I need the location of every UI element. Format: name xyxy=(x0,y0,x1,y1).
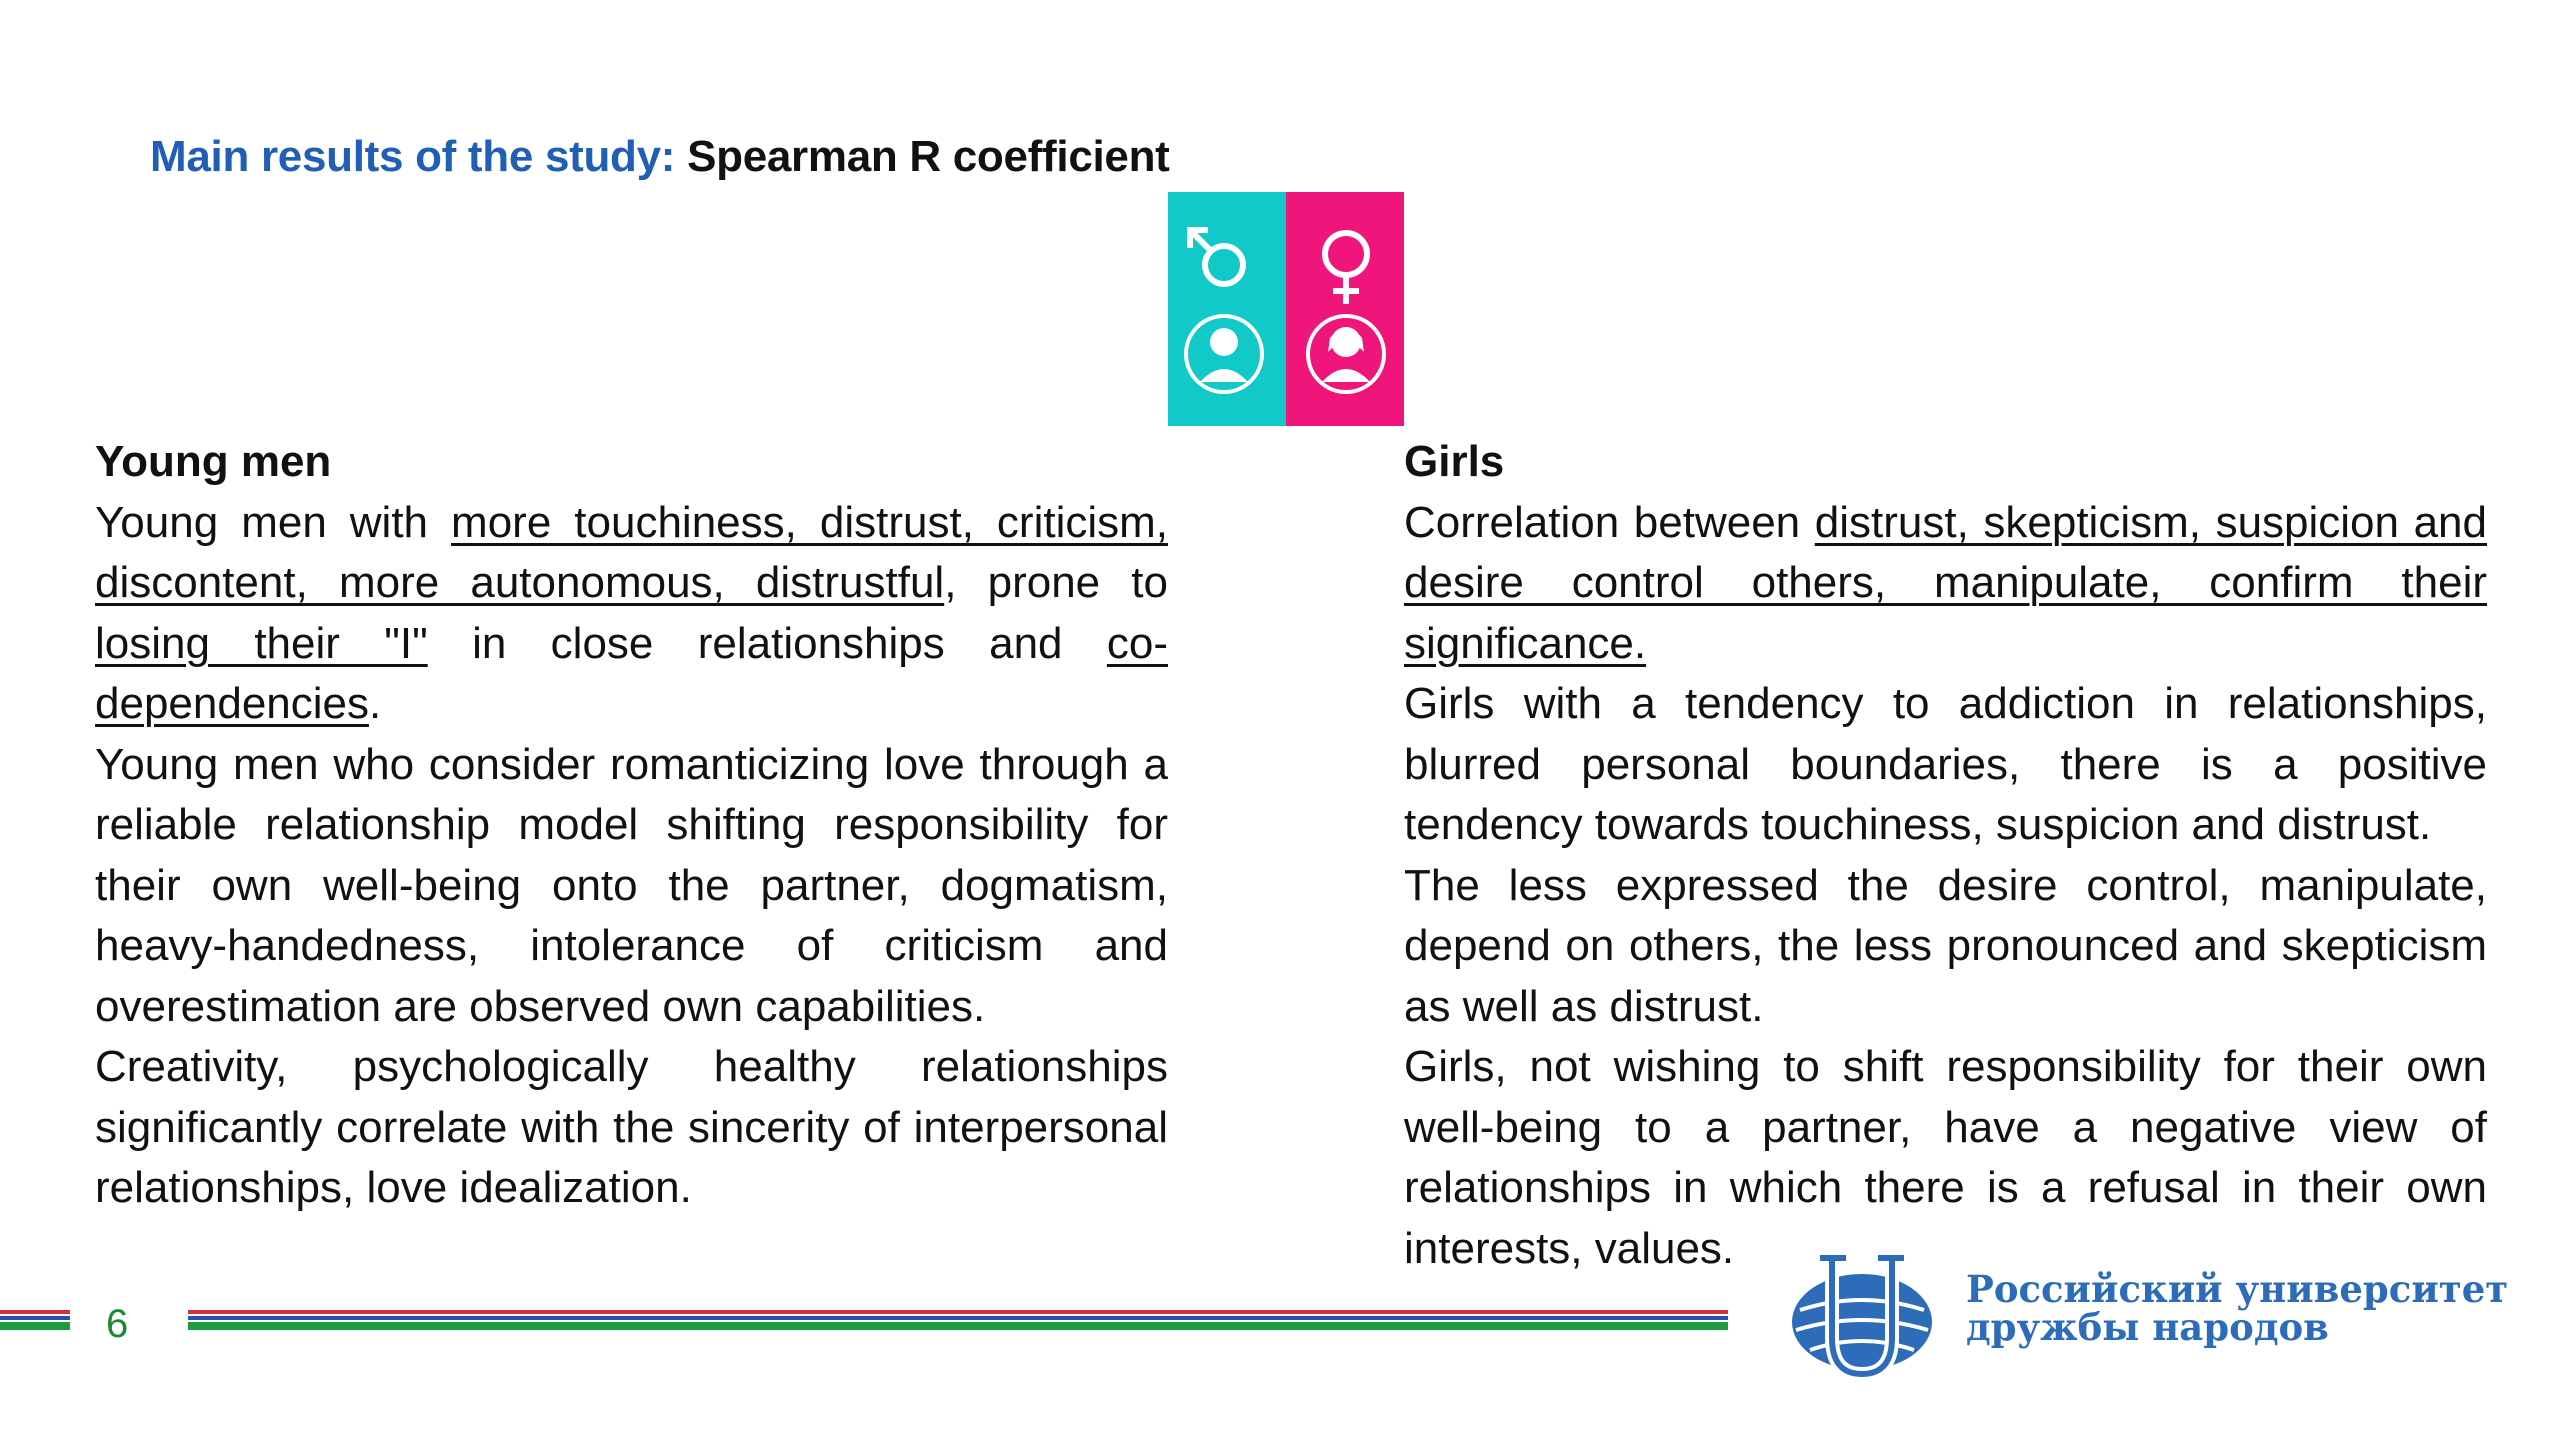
male-panel xyxy=(1168,192,1286,426)
slide-title xyxy=(150,132,1170,182)
logo-line-1: Российский университет xyxy=(1966,1267,2509,1311)
title-rest: Spearman R coefficient xyxy=(675,132,1170,181)
girls-paragraph-2: Girls with a tendency to addiction in relationships, blurred personal boundaries, there is a positive tendency towards touchiness, suspicion and distrust. xyxy=(1404,679,2487,849)
text-run: Correlation between xyxy=(1404,497,1815,547)
footer-stripes xyxy=(188,1310,1728,1332)
young-men-paragraph-3: Creativity, psychologically healthy relationships significantly correlate with the sincerity of interpersonal relationships, love idealization. xyxy=(95,1042,1168,1212)
university-logo-text xyxy=(1966,1267,2509,1349)
underlined-correlation: distrust, skepticism, suspicion and desire control others, manipulate, confirm their significance. xyxy=(1404,497,2488,668)
title-lead: Main results of the study: xyxy=(150,132,676,181)
female-panel xyxy=(1286,192,1404,426)
young-men-paragraph-2: Young men who consider romanticizing love through a reliable relationship model shifting responsibility for their own well-being onto the partner, dogmatism, heavy-handedness, intolerance of criticism and overestimation are observed own capabilities. xyxy=(95,739,1168,1031)
university-emblem-icon xyxy=(1790,1250,1940,1380)
girls-paragraph-1 xyxy=(1404,493,2487,675)
girls-column xyxy=(1404,432,2487,1279)
logo-line-2: дружбы народов xyxy=(1966,1305,2329,1349)
young-men-paragraph-1 xyxy=(95,493,1168,735)
girls-heading: Girls xyxy=(1404,437,1505,486)
footer-stripes-left xyxy=(0,1310,70,1332)
young-men-column xyxy=(95,432,1168,1219)
female-symbol-icon xyxy=(1286,192,1404,426)
text-run: , prone to xyxy=(944,558,1168,607)
text-run: in close relationships and xyxy=(427,618,1107,668)
underlined-codependencies: co-dependencies xyxy=(95,618,1168,728)
text-run: Young men with xyxy=(95,497,452,547)
girls-paragraph-4: Girls, not wishing to shift responsibility for their own well-being to a partner, have a negative view of relationships in which there is a refusal in their own interests, values. xyxy=(1404,1042,2487,1273)
text-run: . xyxy=(369,679,382,728)
male-symbol-icon xyxy=(1168,192,1286,426)
underlined-traits: more touchiness, distrust, criticism, discontent, more autonomous, distrustful xyxy=(95,497,1168,607)
girls-paragraph-3: The less expressed the desire control, manipulate, depend on others, the less pronounced and skepticism as well as distrust. xyxy=(1404,860,2487,1031)
underlined-losing-self: losing their "I" xyxy=(95,618,428,668)
page-number: 6 xyxy=(106,1302,129,1346)
young-men-heading: Young men xyxy=(95,437,332,486)
gender-icons xyxy=(1168,192,1404,426)
